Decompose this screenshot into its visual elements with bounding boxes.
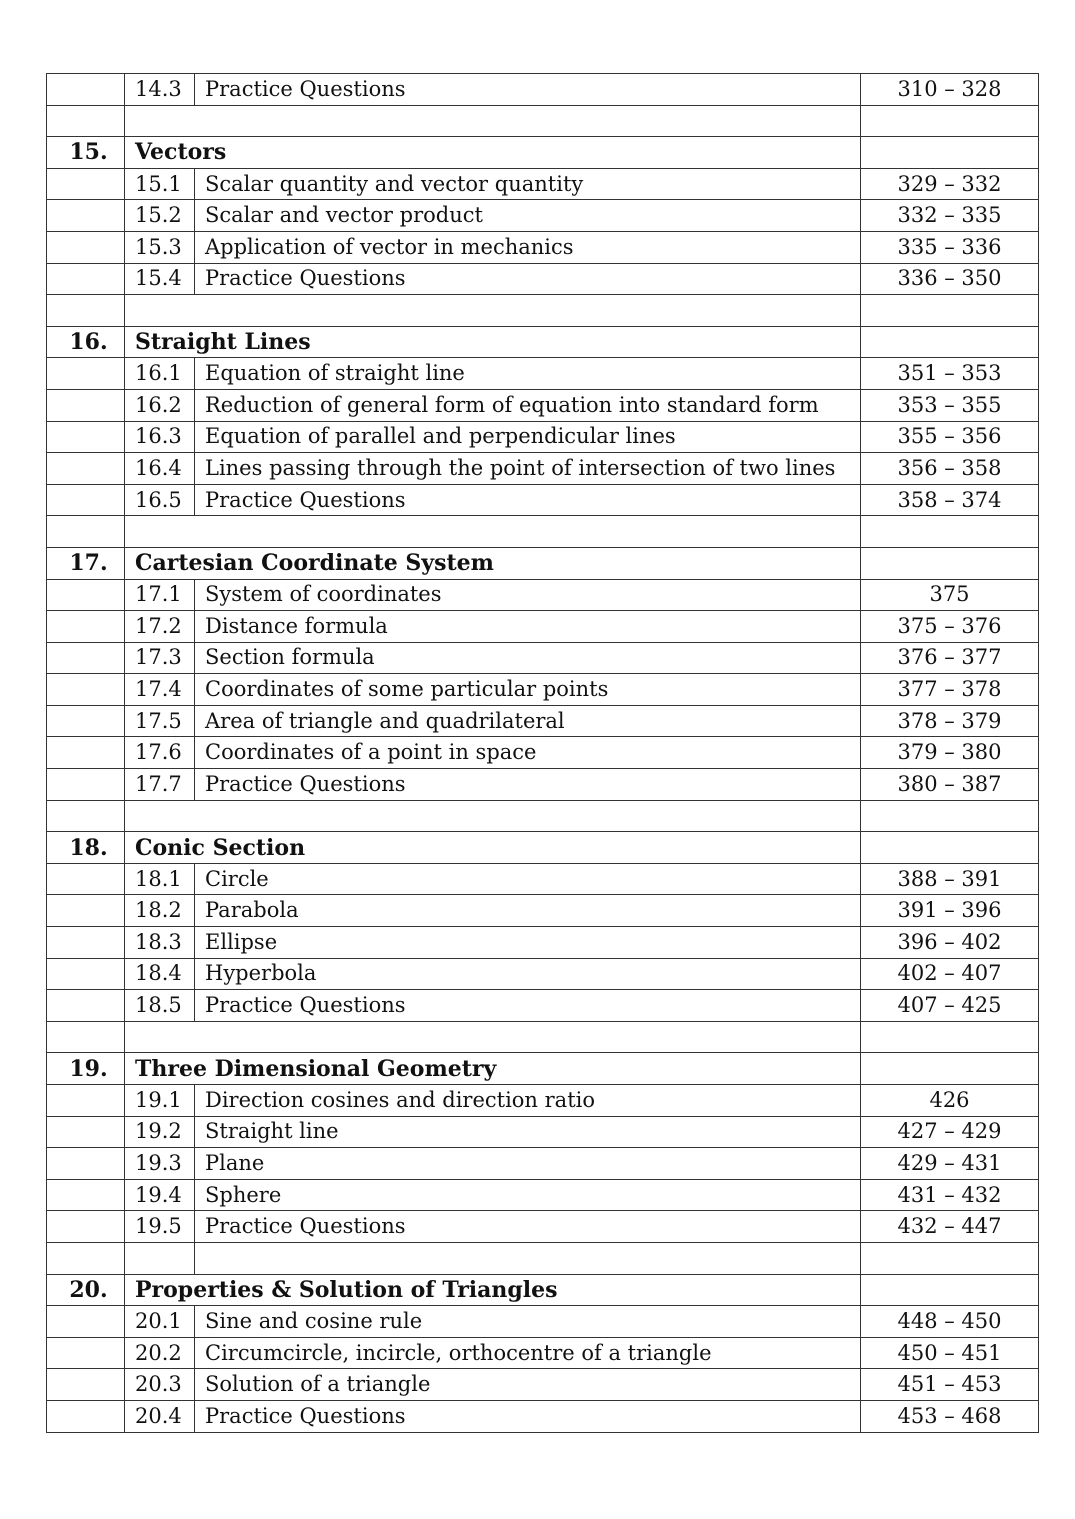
section-title: Circumcircle, incircle, orthocentre of a triangle <box>195 1337 861 1369</box>
page-range: 375 – 376 <box>861 611 1039 643</box>
section-number: 17.6 <box>125 737 195 769</box>
chapter-number-cell <box>47 358 125 390</box>
chapter-number-cell <box>47 1369 125 1401</box>
chapter-pages-cell <box>861 1053 1039 1085</box>
chapter-number-cell <box>47 1400 125 1432</box>
page-range: 335 – 336 <box>861 231 1039 263</box>
section-number: 19.4 <box>125 1179 195 1211</box>
page-range: 336 – 350 <box>861 263 1039 295</box>
section-title: Area of triangle and quadrilateral <box>195 705 861 737</box>
table-row <box>47 642 1039 674</box>
page-range: 351 – 353 <box>861 358 1039 390</box>
table-row <box>47 737 1039 769</box>
section-number: 19.5 <box>125 1211 195 1243</box>
table-row <box>47 1179 1039 1211</box>
page-range: 380 – 387 <box>861 769 1039 801</box>
page-range: 396 – 402 <box>861 927 1039 959</box>
blank-row <box>47 295 1039 327</box>
chapter-number-cell <box>47 737 125 769</box>
section-title: Solution of a triangle <box>195 1369 861 1401</box>
blank-cell <box>47 1242 125 1274</box>
chapter-row <box>47 326 1039 358</box>
section-number: 19.2 <box>125 1116 195 1148</box>
section-number: 18.2 <box>125 895 195 927</box>
chapter-number-cell <box>47 421 125 453</box>
chapter-number-cell <box>47 168 125 200</box>
page-range: 388 – 391 <box>861 863 1039 895</box>
section-title: Coordinates of some particular points <box>195 674 861 706</box>
page-range: 450 – 451 <box>861 1337 1039 1369</box>
section-number: 18.4 <box>125 958 195 990</box>
section-title: Circle <box>195 863 861 895</box>
table-of-contents <box>46 73 1039 1433</box>
section-title: Plane <box>195 1148 861 1180</box>
page-range: 391 – 396 <box>861 895 1039 927</box>
blank-row <box>47 1021 1039 1053</box>
chapter-number-cell <box>47 1337 125 1369</box>
page-range: 377 – 378 <box>861 674 1039 706</box>
chapter-row <box>47 1274 1039 1306</box>
table-row <box>47 611 1039 643</box>
chapter-number: 18. <box>47 832 125 864</box>
section-title: Distance formula <box>195 611 861 643</box>
section-number: 17.5 <box>125 705 195 737</box>
page-range: 453 – 468 <box>861 1400 1039 1432</box>
section-title: Section formula <box>195 642 861 674</box>
section-title: Sine and cosine rule <box>195 1306 861 1338</box>
section-title: Practice Questions <box>195 263 861 295</box>
section-number: 18.3 <box>125 927 195 959</box>
chapter-number-cell <box>47 263 125 295</box>
section-title: Scalar and vector product <box>195 200 861 232</box>
page-range: 426 <box>861 1085 1039 1117</box>
section-number: 16.4 <box>125 453 195 485</box>
section-number: 16.2 <box>125 389 195 421</box>
page-range: 448 – 450 <box>861 1306 1039 1338</box>
table-row <box>47 1211 1039 1243</box>
blank-cell <box>47 105 125 137</box>
table-row <box>47 1369 1039 1401</box>
blank-cell <box>47 295 125 327</box>
blank-row <box>47 516 1039 548</box>
section-number: 20.3 <box>125 1369 195 1401</box>
section-number: 16.3 <box>125 421 195 453</box>
table-row <box>47 1116 1039 1148</box>
table-row <box>47 453 1039 485</box>
blank-cell <box>861 516 1039 548</box>
blank-cell <box>861 105 1039 137</box>
chapter-number-cell <box>47 958 125 990</box>
chapter-pages-cell <box>861 137 1039 169</box>
section-title: Reduction of general form of equation into standard form <box>195 389 861 421</box>
section-number: 15.1 <box>125 168 195 200</box>
page-range: 332 – 335 <box>861 200 1039 232</box>
blank-cell <box>47 1021 125 1053</box>
chapter-number-cell <box>47 611 125 643</box>
section-number: 15.4 <box>125 263 195 295</box>
chapter-number-cell <box>47 74 125 106</box>
page-range: 429 – 431 <box>861 1148 1039 1180</box>
blank-cell <box>861 295 1039 327</box>
table-row <box>47 1400 1039 1432</box>
chapter-number-cell <box>47 895 125 927</box>
chapter-title: Straight Lines <box>125 326 861 358</box>
section-number: 20.2 <box>125 1337 195 1369</box>
chapter-title: Properties & Solution of Triangles <box>125 1274 861 1306</box>
table-row <box>47 421 1039 453</box>
blank-row <box>47 1242 1039 1274</box>
chapter-number: 16. <box>47 326 125 358</box>
table-row <box>47 1337 1039 1369</box>
section-number: 14.3 <box>125 74 195 106</box>
blank-cell <box>125 516 861 548</box>
table-row <box>47 863 1039 895</box>
section-number: 17.1 <box>125 579 195 611</box>
table-row <box>47 705 1039 737</box>
page-range: 356 – 358 <box>861 453 1039 485</box>
chapter-number-cell <box>47 453 125 485</box>
chapter-row <box>47 1053 1039 1085</box>
section-number: 16.5 <box>125 484 195 516</box>
blank-cell <box>861 1021 1039 1053</box>
chapter-row <box>47 547 1039 579</box>
chapter-number-cell <box>47 231 125 263</box>
section-title: Practice Questions <box>195 484 861 516</box>
blank-cell <box>125 295 861 327</box>
section-title: Practice Questions <box>195 74 861 106</box>
toc-body <box>47 74 1039 1433</box>
chapter-pages-cell <box>861 1274 1039 1306</box>
table-row <box>47 769 1039 801</box>
table-row <box>47 200 1039 232</box>
table-row <box>47 231 1039 263</box>
chapter-number-cell <box>47 200 125 232</box>
chapter-number: 20. <box>47 1274 125 1306</box>
section-title: Hyperbola <box>195 958 861 990</box>
chapter-number-cell <box>47 1211 125 1243</box>
page-range: 329 – 332 <box>861 168 1039 200</box>
chapter-pages-cell <box>861 832 1039 864</box>
blank-cell <box>125 800 861 832</box>
section-title: Lines passing through the point of intersection of two lines <box>195 453 861 485</box>
section-number: 17.3 <box>125 642 195 674</box>
page-range: 310 – 328 <box>861 74 1039 106</box>
table-row <box>47 1306 1039 1338</box>
table-row <box>47 484 1039 516</box>
section-title: Scalar quantity and vector quantity <box>195 168 861 200</box>
chapter-title: Conic Section <box>125 832 861 864</box>
chapter-title: Cartesian Coordinate System <box>125 547 861 579</box>
table-row <box>47 895 1039 927</box>
section-number: 15.3 <box>125 231 195 263</box>
chapter-number-cell <box>47 484 125 516</box>
section-title: Practice Questions <box>195 1211 861 1243</box>
blank-cell <box>125 1242 195 1274</box>
page-range: 375 <box>861 579 1039 611</box>
section-title: Direction cosines and direction ratio <box>195 1085 861 1117</box>
chapter-title: Vectors <box>125 137 861 169</box>
chapter-number: 17. <box>47 547 125 579</box>
chapter-number: 19. <box>47 1053 125 1085</box>
blank-cell <box>125 1021 861 1053</box>
chapter-number-cell <box>47 1306 125 1338</box>
chapter-number-cell <box>47 1116 125 1148</box>
chapter-number-cell <box>47 705 125 737</box>
section-number: 18.1 <box>125 863 195 895</box>
section-title: Equation of straight line <box>195 358 861 390</box>
table-row <box>47 389 1039 421</box>
section-title: Sphere <box>195 1179 861 1211</box>
blank-cell <box>861 800 1039 832</box>
page-range: 358 – 374 <box>861 484 1039 516</box>
chapter-number-cell <box>47 990 125 1022</box>
section-title: Equation of parallel and perpendicular lines <box>195 421 861 453</box>
chapter-number-cell <box>47 769 125 801</box>
chapter-row <box>47 137 1039 169</box>
page-range: 402 – 407 <box>861 958 1039 990</box>
section-number: 18.5 <box>125 990 195 1022</box>
page-range: 432 – 447 <box>861 1211 1039 1243</box>
chapter-number-cell <box>47 863 125 895</box>
page-range: 407 – 425 <box>861 990 1039 1022</box>
chapter-number: 15. <box>47 137 125 169</box>
section-number: 20.1 <box>125 1306 195 1338</box>
section-title: Straight line <box>195 1116 861 1148</box>
blank-row <box>47 105 1039 137</box>
table-row <box>47 674 1039 706</box>
chapter-row <box>47 832 1039 864</box>
chapter-title: Three Dimensional Geometry <box>125 1053 861 1085</box>
chapter-number-cell <box>47 1179 125 1211</box>
table-row <box>47 958 1039 990</box>
chapter-number-cell <box>47 579 125 611</box>
page-range: 451 – 453 <box>861 1369 1039 1401</box>
table-row <box>47 1085 1039 1117</box>
blank-cell <box>47 800 125 832</box>
table-row <box>47 579 1039 611</box>
section-number: 16.1 <box>125 358 195 390</box>
section-title: Ellipse <box>195 927 861 959</box>
section-title: Practice Questions <box>195 1400 861 1432</box>
table-row <box>47 168 1039 200</box>
table-row <box>47 1148 1039 1180</box>
section-title: Practice Questions <box>195 769 861 801</box>
page-range: 378 – 379 <box>861 705 1039 737</box>
chapter-number-cell <box>47 927 125 959</box>
page-range: 376 – 377 <box>861 642 1039 674</box>
table-row <box>47 74 1039 106</box>
page-range: 427 – 429 <box>861 1116 1039 1148</box>
section-number: 20.4 <box>125 1400 195 1432</box>
blank-cell <box>47 516 125 548</box>
section-title: Coordinates of a point in space <box>195 737 861 769</box>
section-number: 17.2 <box>125 611 195 643</box>
section-title: Parabola <box>195 895 861 927</box>
table-row <box>47 990 1039 1022</box>
section-number: 19.3 <box>125 1148 195 1180</box>
blank-cell <box>125 105 861 137</box>
blank-row <box>47 800 1039 832</box>
chapter-number-cell <box>47 642 125 674</box>
section-title: Practice Questions <box>195 990 861 1022</box>
section-number: 17.7 <box>125 769 195 801</box>
page-range: 379 – 380 <box>861 737 1039 769</box>
chapter-number-cell <box>47 389 125 421</box>
blank-cell <box>861 1242 1039 1274</box>
chapter-pages-cell <box>861 326 1039 358</box>
section-title: Application of vector in mechanics <box>195 231 861 263</box>
chapter-number-cell <box>47 1085 125 1117</box>
table-row <box>47 358 1039 390</box>
table-row <box>47 263 1039 295</box>
section-title: System of coordinates <box>195 579 861 611</box>
page-range: 431 – 432 <box>861 1179 1039 1211</box>
chapter-number-cell <box>47 1148 125 1180</box>
page-range: 355 – 356 <box>861 421 1039 453</box>
section-number: 15.2 <box>125 200 195 232</box>
page-range: 353 – 355 <box>861 389 1039 421</box>
section-number: 17.4 <box>125 674 195 706</box>
chapter-number-cell <box>47 674 125 706</box>
chapter-pages-cell <box>861 547 1039 579</box>
table-row <box>47 927 1039 959</box>
section-number: 19.1 <box>125 1085 195 1117</box>
blank-cell <box>195 1242 861 1274</box>
